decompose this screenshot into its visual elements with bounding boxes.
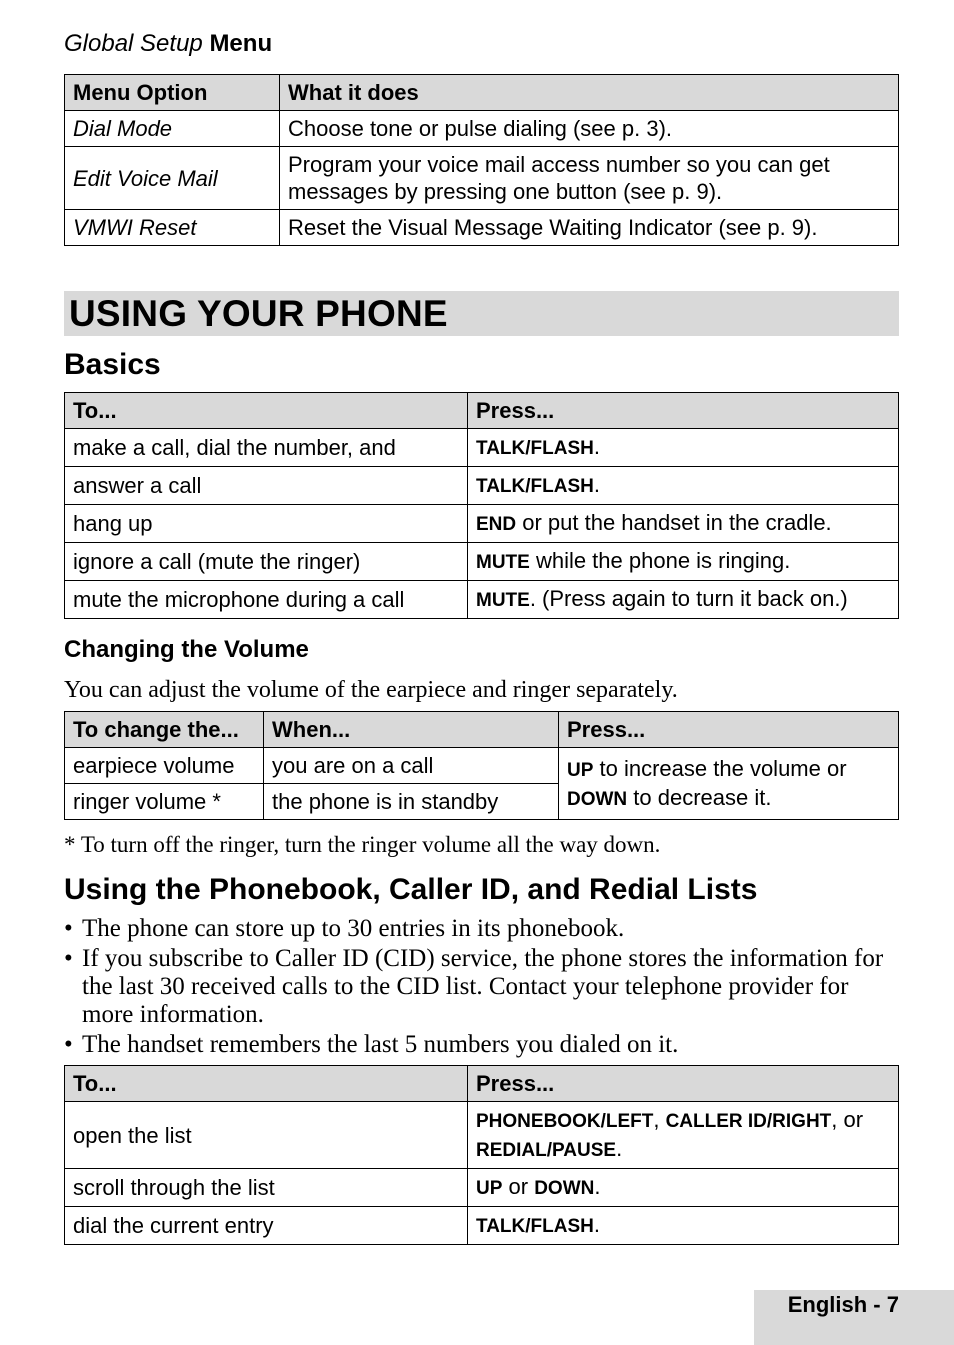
table-row [65, 210, 899, 246]
action-cell: make a call, dial the number, and [65, 429, 468, 467]
table-row [65, 505, 899, 543]
key-label: DOWN [534, 1178, 595, 1199]
header-to-change: To change the... [65, 712, 264, 748]
press-cell [468, 1102, 899, 1169]
table-header-row [65, 712, 899, 748]
basics-table [64, 392, 899, 619]
basics-heading: Basics [64, 348, 161, 381]
action-cell: dial the current entry [65, 1207, 468, 1245]
press-cell [468, 505, 899, 543]
table-row [65, 429, 899, 467]
global-setup-caption [64, 30, 272, 58]
key-label: DOWN [567, 788, 628, 810]
what-cell: ringer volume * [65, 784, 264, 820]
press-text: . [593, 1212, 600, 1237]
key-label: END [476, 514, 517, 535]
press-cell [468, 467, 899, 505]
description-cell: Program your voice mail access number so you can get messages by pressing one button (see p. 9). [280, 147, 899, 210]
key-label: TALK/FLASH [476, 1216, 594, 1237]
press-text: . [593, 472, 600, 497]
when-cell: you are on a call [264, 748, 559, 784]
bullet-text: If you subscribe to Caller ID (CID) service, the phone stores the information for the last 30 received calls to the CID list. Contact your telephone provider for more information. [82, 945, 884, 1028]
volume-intro: You can adjust the volume of the earpiece and ringer separately. [64, 677, 678, 703]
key-label: TALK/FLASH [476, 476, 594, 497]
key-label: TALK/FLASH [476, 438, 594, 459]
table-row [65, 147, 899, 210]
list-item [64, 915, 899, 943]
press-text: . [616, 1136, 623, 1161]
phonebook-bullet-list [64, 915, 899, 1061]
volume-heading: Changing the Volume [64, 636, 309, 663]
table-row [65, 1102, 899, 1169]
action-cell: open the list [65, 1102, 468, 1169]
when-cell: the phone is in standby [264, 784, 559, 820]
table-header-row [65, 393, 899, 429]
bullet-text: The handset remembers the last 5 numbers you dialed on it. [82, 1031, 679, 1058]
action-cell: answer a call [65, 467, 468, 505]
press-text: or put the handset in the cradle. [516, 510, 832, 535]
table-row [65, 581, 899, 619]
global-setup-table [64, 74, 899, 246]
key-label: UP [476, 1178, 503, 1199]
bullet-icon: • [64, 1031, 73, 1058]
press-cell [468, 1207, 899, 1245]
key-label: UP [567, 759, 594, 781]
press-cell [559, 748, 899, 820]
description-cell: Reset the Visual Message Waiting Indicator (see p. 9). [280, 210, 899, 246]
header-to: To... [65, 393, 468, 429]
action-cell: scroll through the list [65, 1169, 468, 1207]
key-label: PHONEBOOK/LEFT [476, 1111, 654, 1132]
phonebook-heading: Using the Phonebook, Caller ID, and Redial Lists [64, 873, 758, 906]
header-press: Press... [468, 1066, 899, 1102]
press-text: or [502, 1174, 535, 1199]
press-text: while the phone is ringing. [529, 548, 791, 573]
phonebook-table [64, 1065, 899, 1245]
bullet-icon: • [64, 945, 73, 972]
menu-option-cell: Dial Mode [65, 111, 280, 147]
caption-italic: Global Setup [64, 30, 203, 57]
description-cell: Choose tone or pulse dialing (see p. 3). [280, 111, 899, 147]
what-cell: earpiece volume [65, 748, 264, 784]
action-cell: hang up [65, 505, 468, 543]
page-number: English - 7 [787, 1292, 899, 1317]
key-label: REDIAL/PAUSE [476, 1140, 617, 1161]
action-cell: mute the microphone during a call [65, 581, 468, 619]
press-text: , [653, 1107, 666, 1132]
header-press: Press... [468, 393, 899, 429]
table-header-row [65, 75, 899, 111]
table-row [65, 467, 899, 505]
press-cell [468, 581, 899, 619]
press-cell [468, 543, 899, 581]
table-row [65, 111, 899, 147]
volume-footnote: * To turn off the ringer, turn the ringer volume all the way down. [64, 832, 661, 857]
header-what-it-does: What it does [280, 75, 899, 111]
header-menu-option: Menu Option [65, 75, 280, 111]
bullet-text: The phone can store up to 30 entries in its phonebook. [82, 915, 625, 942]
menu-option-cell: VMWI Reset [65, 210, 280, 246]
list-item [64, 1031, 899, 1059]
table-row [65, 748, 899, 784]
table-row [65, 1207, 899, 1245]
press-text: to increase the volume or [593, 755, 847, 781]
press-text: . [594, 1174, 601, 1199]
bullet-icon: • [64, 915, 73, 942]
press-text: to decrease it. [627, 784, 772, 810]
key-label: MUTE [476, 590, 530, 611]
press-cell [468, 1169, 899, 1207]
action-cell: ignore a call (mute the ringer) [65, 543, 468, 581]
header-to: To... [65, 1066, 468, 1102]
table-row [65, 543, 899, 581]
press-text: . (Press again to turn it back on.) [529, 586, 848, 611]
key-label: CALLER ID/RIGHT [665, 1111, 832, 1132]
section-title: USING YOUR PHONE [69, 293, 448, 334]
header-when: When... [264, 712, 559, 748]
press-text: . [593, 434, 600, 459]
header-press: Press... [559, 712, 899, 748]
key-label: MUTE [476, 552, 530, 573]
press-cell [468, 429, 899, 467]
press-text: , or [831, 1107, 864, 1132]
table-row [65, 1169, 899, 1207]
list-item [64, 945, 899, 1029]
caption-bold: Menu [209, 30, 273, 57]
table-header-row [65, 1066, 899, 1102]
volume-table [64, 711, 899, 820]
menu-option-cell: Edit Voice Mail [65, 147, 280, 210]
